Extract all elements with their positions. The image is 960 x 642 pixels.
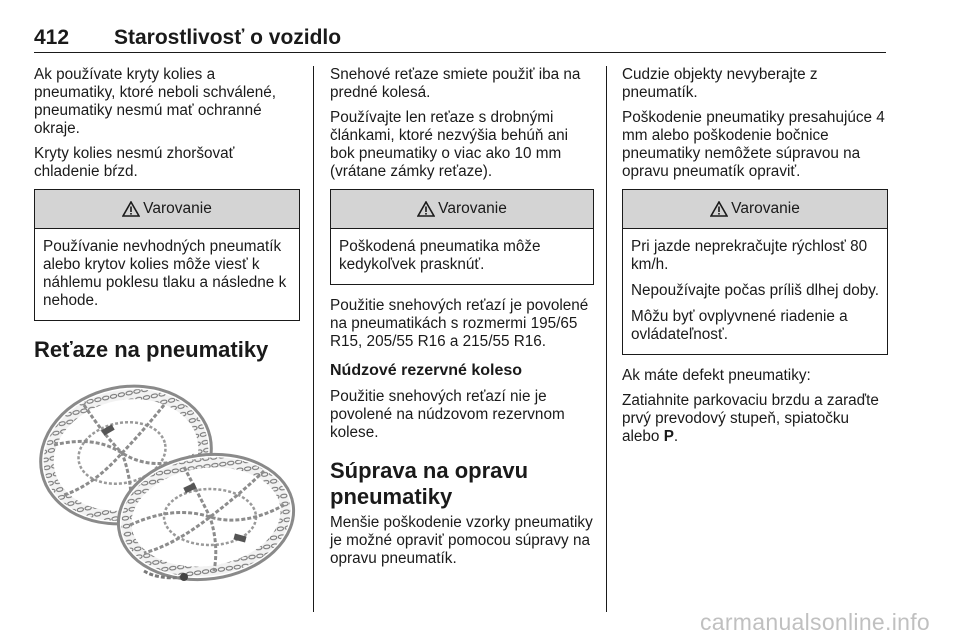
- gear-label: P: [663, 428, 674, 445]
- paragraph: Kryty kolies nesmú zhoršovať chladenie bŕzd.: [34, 145, 235, 180]
- paragraph: Cudzie objekty nevyberajte z pneumatík.: [622, 66, 818, 101]
- subsection-heading: Núdzové rezervné koleso: [330, 362, 523, 379]
- paragraph: Snehové reťaze smiete použiť iba na predné kolesá.: [330, 66, 581, 101]
- paragraph: Ak máte defekt pneumatiky:: [622, 367, 811, 384]
- section-heading: Reťaze na pneumatiky: [34, 337, 269, 362]
- paragraph: Menšie poškodenie vzorky pneumatiky je možné opraviť pomocou súpravy na opravu pneumatík.: [330, 514, 593, 567]
- page-number: 412: [34, 26, 70, 49]
- warning-text: Poškodená pneumatika môže kedykoľvek prasknúť.: [339, 238, 541, 273]
- paragraph: Použitie snehových reťazí je povolené na pneumatikách s rozmermi 195/65 R15, 205/55 R16 a 215/55 R16.: [330, 297, 589, 350]
- column-1: [34, 66, 300, 591]
- paragraph: Ak používate kryty kolies a pneumatiky, ktoré neboli schválené, pneumatiky nesmú mať ochranné okraje.: [34, 66, 277, 137]
- warning-header: [35, 190, 299, 229]
- warning-text: Pri jazde neprekračujte rýchlosť 80 km/h.: [631, 238, 868, 273]
- warning-text: Používanie nevhodných pneumatík alebo krytov kolies môže viesť k náhlemu poklesu tlaku a následne k nehode.: [43, 238, 287, 309]
- warning-text: Môžu byť ovplyvnené riadenie a ovládateľnosť.: [631, 308, 848, 343]
- warning-title: Varovanie: [731, 200, 800, 217]
- paragraph: Použitie snehových reťazí nie je povolené na núdzovom rezervnom kolese.: [330, 388, 565, 441]
- paragraph: [622, 392, 888, 446]
- column-3: [622, 66, 888, 453]
- paragraph-text: Zatiahnite parkovaciu brzdu a zaraďte prvý prevodový stupeň, spiatočku alebo: [622, 392, 879, 445]
- column-2: [330, 66, 594, 575]
- paragraph: Používajte len reťaze s drobnými článkami, ktoré nezvýšia behúň ani bok pneumatiky o viac ako 10 mm (vrátane zámky reťaze).: [330, 109, 569, 180]
- warning-header: [623, 190, 887, 229]
- paragraph: Poškodenie pneumatiky presahujúce 4 mm alebo poškodenie bočnice pneumatiky nemôžete súpravou na opravu pneumatík opraviť.: [622, 109, 885, 180]
- warning-triangle-icon: [710, 201, 728, 217]
- page-title: Starostlivosť o vozidlo: [114, 26, 342, 49]
- section-heading: Súprava na opravu pneumatiky: [330, 458, 529, 509]
- warning-triangle-icon: [417, 201, 435, 217]
- warning-box: [622, 189, 888, 355]
- warning-header: [331, 190, 593, 229]
- warning-triangle-icon: [122, 201, 140, 217]
- column-divider: [606, 66, 607, 612]
- watermark: carmanualsonline.info: [699, 609, 930, 635]
- warning-box: [34, 189, 300, 321]
- warning-title: Varovanie: [438, 200, 507, 217]
- warning-title: Varovanie: [143, 200, 212, 217]
- warning-box: [330, 189, 594, 285]
- snow-chains-illustration-icon: [34, 375, 300, 591]
- column-divider: [313, 66, 314, 612]
- paragraph-end: .: [673, 428, 679, 445]
- snow-chains-figure: [34, 375, 300, 591]
- warning-text: Nepoužívajte počas príliš dlhej doby.: [631, 282, 880, 299]
- page-header: [34, 24, 886, 53]
